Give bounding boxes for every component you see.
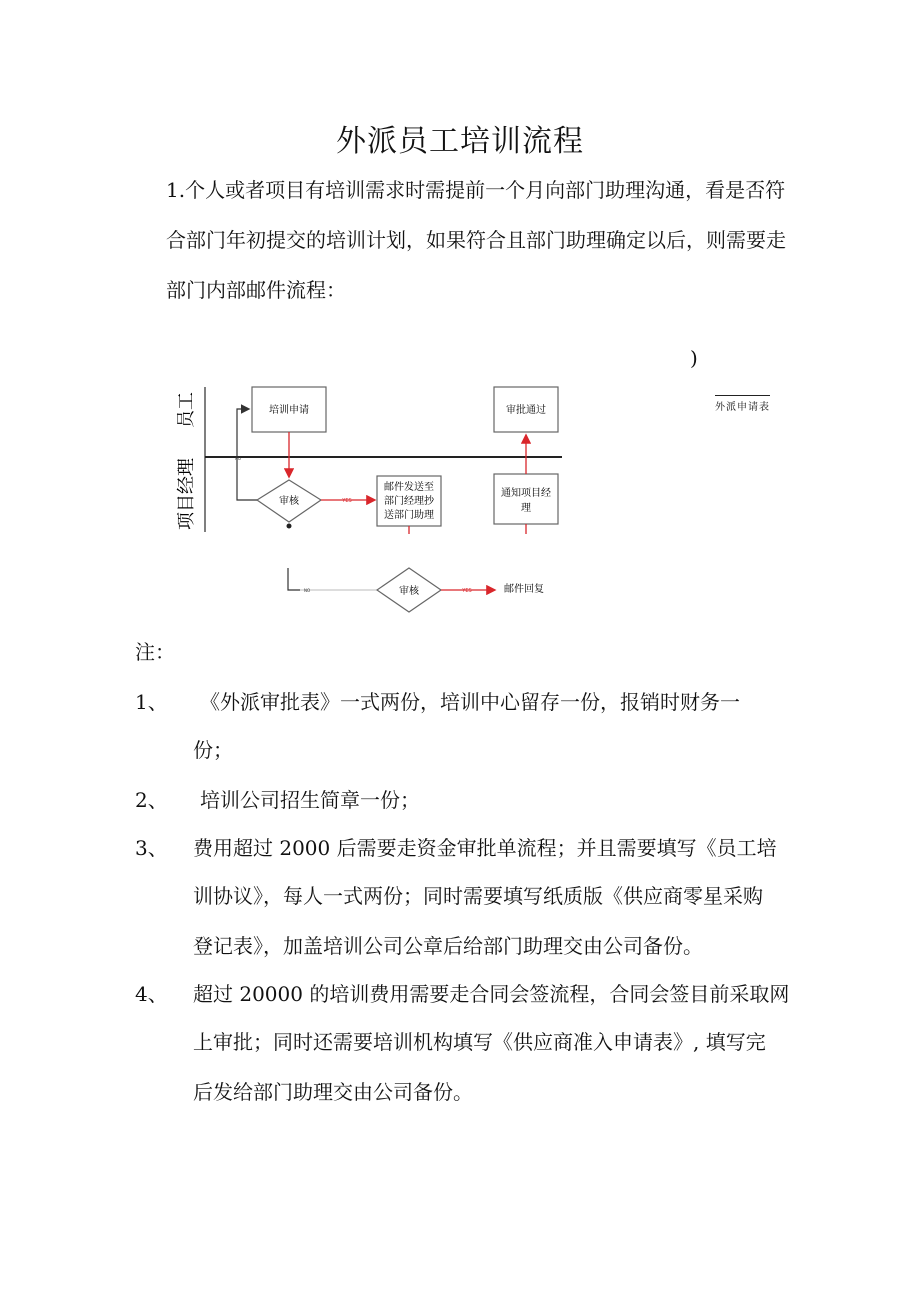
side-label: 外派申请表 [715, 402, 770, 413]
note-3-line-3: 登记表》，加盖培训公司公章后给部门助理交由公司备份。 [193, 934, 703, 958]
notify-box [494, 474, 558, 524]
yes-label: YES [342, 498, 352, 504]
yes-label-2: YES [462, 588, 472, 594]
note-3-line-2: 训协议》，每人一式两份；同时需要填写纸质版《供应商零星采购 [193, 884, 763, 908]
intro-line-2: 合部门年初提交的培训计划，如果符合且部门助理确定以后，则需要走 [166, 228, 786, 252]
note-4-number: 4、 [135, 982, 168, 1006]
note-1-number: 1、 [135, 690, 168, 714]
stray-paren: ) [690, 346, 698, 370]
note-4-line-3: 后发给部门助理交由公司备份。 [193, 1080, 473, 1104]
flowchart [0, 0, 920, 640]
notes-heading: 注： [135, 640, 175, 664]
email-box-line-3: 送部门助理 [384, 510, 434, 521]
note-3-number: 3、 [135, 836, 168, 860]
no-label: NO [234, 456, 242, 461]
lane-employee-label: 员工 [176, 392, 197, 428]
note-2-number: 2、 [135, 788, 168, 812]
intro-line-3: 部门内部邮件流程： [166, 278, 346, 302]
lower-no-line [288, 568, 300, 590]
email-box-line-2: 部门经理抄 [384, 496, 434, 507]
note-4-line-1: 超过 20000 的培训费用需要走合同会签流程，合同会签目前采取网 [193, 982, 790, 1006]
email-box-line-1: 邮件发送至 [384, 482, 434, 493]
notify-box-line-2: 理 [521, 503, 531, 514]
lane-manager-label: 项目经理 [176, 458, 197, 530]
no-label-2: NO [304, 588, 311, 593]
review-diamond-2-label: 审核 [399, 586, 419, 597]
review-diamond-label: 审核 [279, 496, 299, 507]
notify-box-line-1: 通知项目经 [501, 488, 551, 499]
page-title: 外派员工培训流程 [336, 124, 584, 159]
apply-box-label: 培训申请 [269, 405, 309, 416]
note-1-line-2: 份； [193, 738, 233, 762]
note-2-line-1: 培训公司招生简章一份； [200, 788, 420, 812]
note-4-line-2: 上审批；同时还需要培训机构填写《供应商准入申请表》, 填写完 [193, 1030, 766, 1054]
note-3-line-1: 费用超过 2000 后需要走资金审批单流程；并且需要填写《员工培 [193, 836, 777, 860]
reply-label: 邮件回复 [504, 584, 544, 595]
review-end-dot [287, 524, 292, 529]
note-1-line-1: 《外派审批表》一式两份，培训中心留存一份，报销时财务一 [200, 690, 740, 714]
intro-line-1: 1.个人或者项目有培训需求时需提前一个月向部门助理沟通，看是否符 [166, 178, 786, 202]
approved-box-label: 审批通过 [506, 405, 546, 416]
